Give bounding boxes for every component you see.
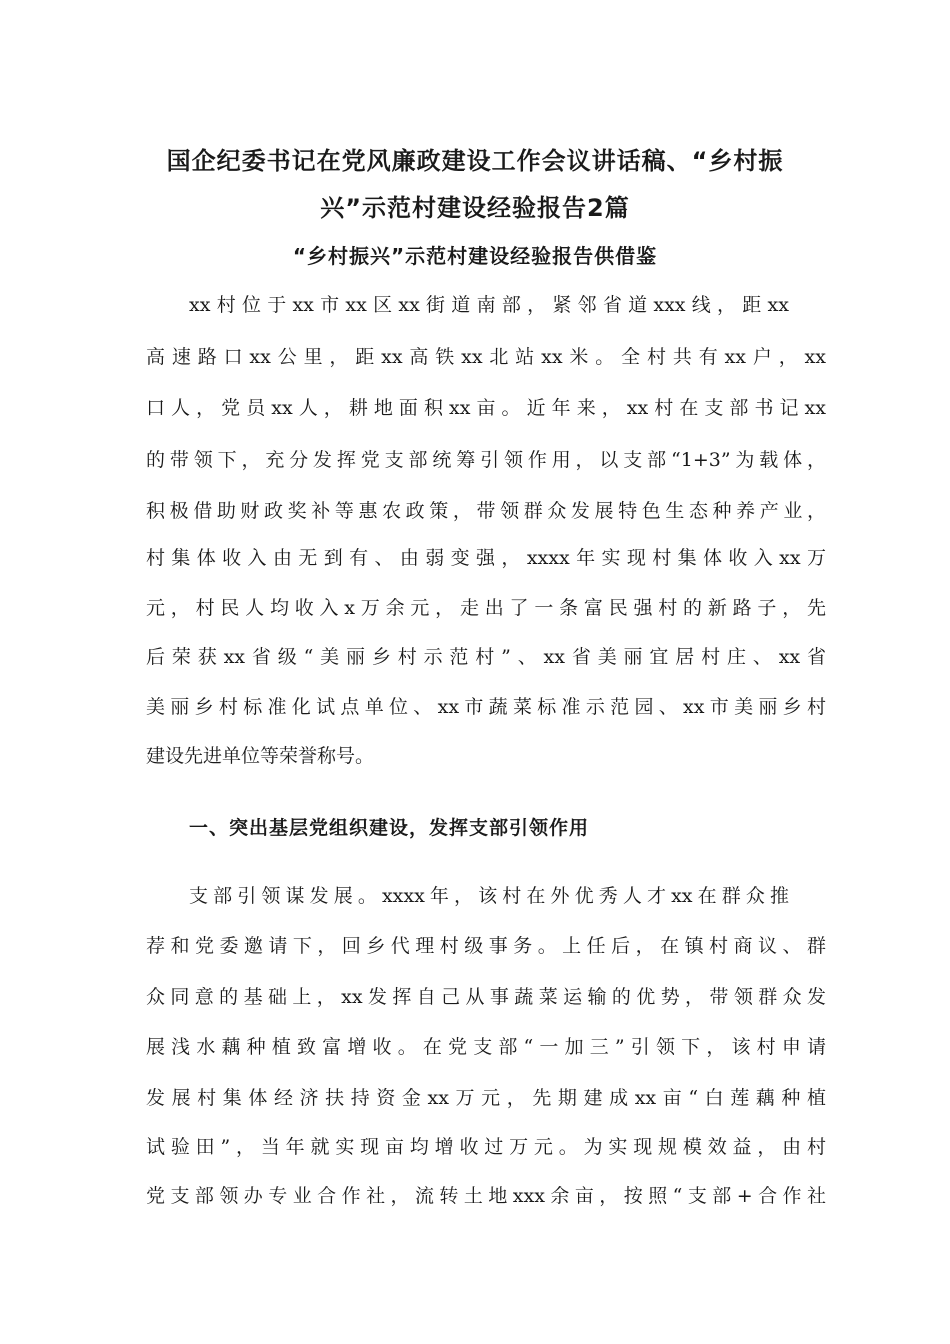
paragraph-line: 的带领下，充分发挥党支部统筹引领作用，以支部“1+3”为载体， <box>146 449 826 471</box>
paragraph-line: 发展村集体经济扶持资金xx万元，先期建成xx亩“白莲藕种植 <box>146 1087 826 1109</box>
document-title-line-2: 兴”示范村建设经验报告2篇 <box>320 194 630 222</box>
paragraph-line: 高速路口xx公里，距xx高铁xx北站xx米。全村共有xx户，xx <box>146 346 826 368</box>
paragraph-line: 美丽乡村标准化试点单位、xx市蔬菜标准示范园、xx市美丽乡村 <box>146 696 826 718</box>
document-title-line-1: 国企纪委书记在党风廉政建设工作会议讲话稿、“乡村振 <box>166 147 784 175</box>
paragraph-line: 展浅水藕种植致富增收。在党支部“一加三”引领下，该村申请 <box>146 1036 826 1058</box>
paragraph-line: 荐和党委邀请下，回乡代理村级事务。上任后，在镇村商议、群 <box>146 935 826 957</box>
paragraph-line: 村集体收入由无到有、由弱变强，xxxx年实现村集体收入xx万 <box>146 547 826 569</box>
paragraph-line: 党支部领办专业合作社，流转土地xxx余亩，按照“支部+合作社 <box>146 1185 826 1207</box>
paragraph-line: 口人，党员xx人，耕地面积xx亩。近年来，xx村在支部书记xx <box>146 397 826 419</box>
section-heading: 一、突出基层党组织建设，发挥支部引领作用 <box>189 817 590 839</box>
paragraph-line: 后荣获xx省级“美丽乡村示范村”、xx省美丽宜居村庄、xx省 <box>146 646 826 668</box>
document-subtitle: “乡村振兴”示范村建设经验报告供借鉴 <box>292 244 658 268</box>
paragraph-line: 建设先进单位等荣誉称号。 <box>146 745 375 767</box>
paragraph-line: 试验田”，当年就实现亩均增收过万元。为实现规模效益，由村 <box>146 1136 826 1158</box>
paragraph-line: 元，村民人均收入x万余元，走出了一条富民强村的新路子，先 <box>146 597 826 619</box>
paragraph-line: xx村位于xx市xx区xx街道南部，紧邻省道xxx线，距xx <box>189 294 789 316</box>
paragraph-line: 积极借助财政奖补等惠农政策，带领群众发展特色生态种养产业， <box>146 500 826 522</box>
paragraph-line: 支部引领谋发展。xxxx年，该村在外优秀人才xx在群众推 <box>189 885 789 907</box>
paragraph-line: 众同意的基础上，xx发挥自己从事蔬菜运输的优势，带领群众发 <box>146 986 826 1008</box>
